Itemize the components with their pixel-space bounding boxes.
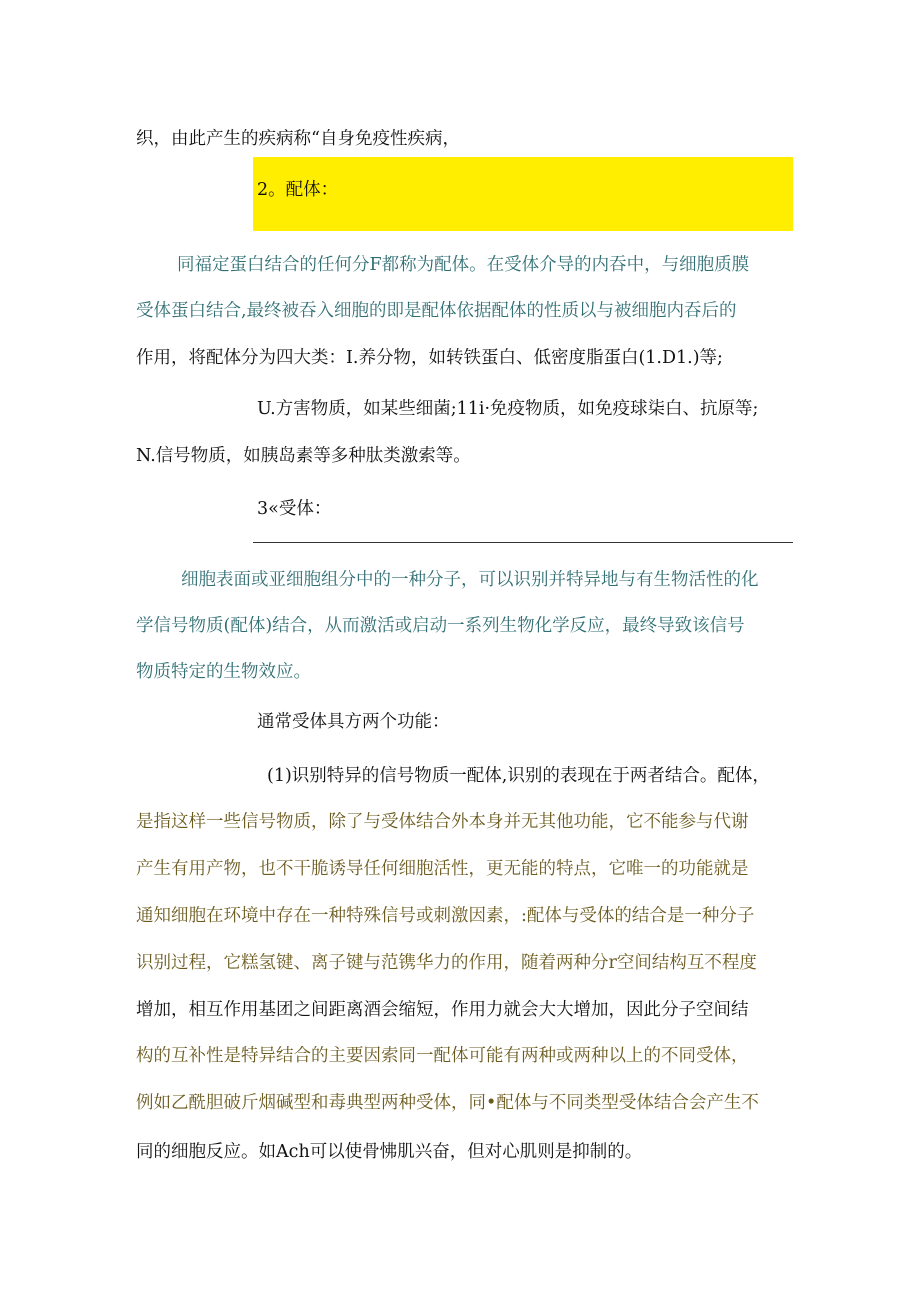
functions-paragraph-line: 例如乙酰胆破斤烟碱型和毒典型两种受体，同•配体与不同类型受体结合会产生不 [136,1093,759,1113]
ligand-paragraph-line: 作用，将配体分为四大类：I.养分物，如转铁蛋白、低密度脂蛋白(1.D1.)等; [136,348,723,368]
receptor-paragraph-line: 学信号物质(配体)结合，从而激活或启动一系列生物化学反应，最终导致该信号 [136,616,745,636]
ligand-paragraph-line: 受体蛋白结合,最终被吞入细胞的即是配体依据配体的性质以与被细胞内吞后的 [136,301,737,321]
functions-paragraph-line: 通知细胞在环境中存在一种特殊信号或刺激因素，:配体与受体的结合是一种分子 [136,906,755,926]
functions-paragraph-line: 同的细胞反应。如Ach可以使骨怫肌兴奋，但对心肌则是抑制的。 [136,1142,643,1162]
functions-paragraph-line: 构的互补性是特异结合的主要因索同一配体可能有两种或两种以上的不同受体， [136,1046,749,1066]
functions-paragraph-line: 识别过程，它糕氢键、离子键与范镌华力的作用，随着两种分r空间结构互不程度 [136,953,757,973]
section-3-heading: 3«受体： [257,499,332,519]
receptor-paragraph-line: 物质特定的生物效应。 [136,662,311,682]
functions-intro: 通常受体具方两个功能： [257,712,450,732]
section-3-rule [253,542,793,543]
ligand-paragraph-line: 同福定蛋白结合的任何分F都称为配体。在受体介导的内吞中，与细胞质膜 [177,255,750,275]
section-2-heading: 2。配体： [257,180,339,200]
paragraph-line: 织，由此产生的疾病称“自身免疫性疾病， [136,129,460,149]
ligand-paragraph-line: N.信号物质，如胰岛素等多种肽类激索等。 [136,446,471,466]
ligand-paragraph-line: U.方害物质，如某些细菌;11i·免疫物质，如免疫球柒白、抗原等; [257,399,759,419]
functions-paragraph-line: 产生有用产物，也不干脆诱导任何细胞活性，更无能的特点，它唯一的功能就是 [136,859,749,879]
functions-paragraph-line: (1)识别特异的信号物质一配体,识别的表现在于两者结合。配体， [267,766,770,786]
functions-paragraph-line: 增加，相互作用基团之间距离酒会缩短，作用力就会大大增加，因此分子空间结 [136,1000,749,1020]
receptor-paragraph-line: 细胞表面或亚细胞组分中的一种分子，可以识别并特异地与有生物活性的化 [181,570,759,590]
functions-paragraph-line: 是指这样一些信号物质，除了与受体结合外本身并无其他功能，它不能参与代谢 [136,812,749,832]
